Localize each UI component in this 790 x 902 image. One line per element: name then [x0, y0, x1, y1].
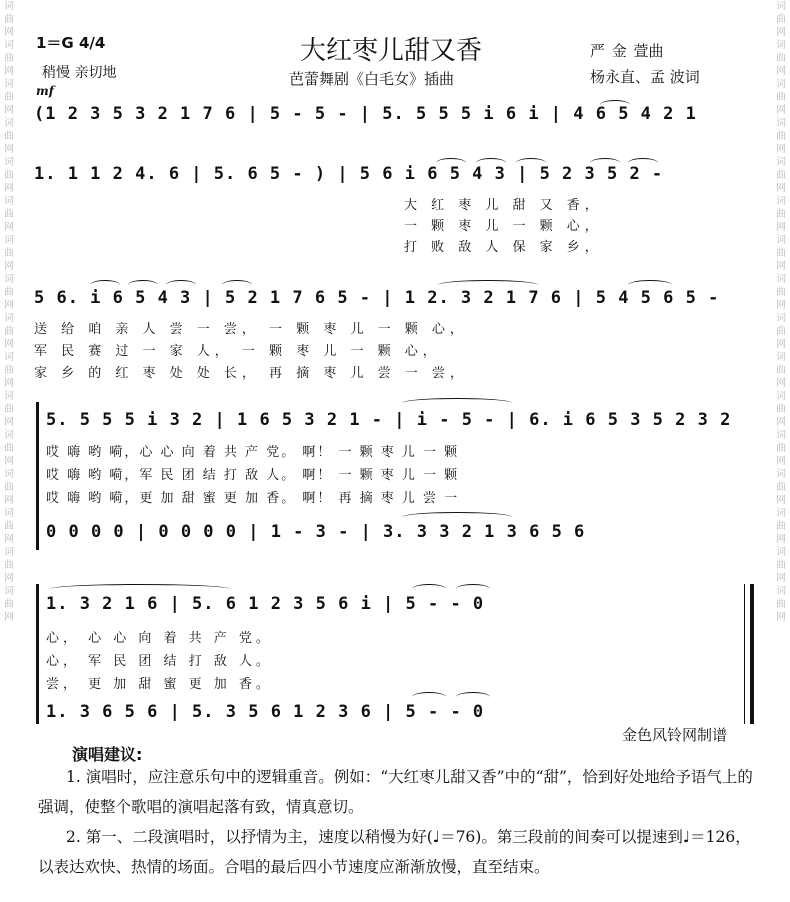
song-title: 大红枣儿甜又香 — [300, 36, 483, 66]
slur — [628, 280, 672, 290]
system-bracket — [36, 402, 39, 550]
tempo-marking: 稍慢 亲切地 — [42, 65, 117, 81]
system-bracket — [36, 584, 39, 724]
lyrics-row-4-verse-2: 哎 嗨 哟 嗬，军 民 团 结 打 敌 人。 啊！ 一 颗 枣 儿 一 颗 — [46, 468, 460, 483]
slur — [436, 158, 466, 168]
composer-credit: 严 金 萱曲 — [590, 42, 664, 60]
score-row-3: 5 6. i 6 5 4 3 | 5 2 1 7 6 5 - | 1 2. 3 2 1 7 6 | 5 4 5 6 5 - — [34, 288, 720, 308]
slur — [456, 584, 490, 594]
slur — [402, 398, 512, 408]
lyrics-row-4-verse-3: 哎 嗨 哟 嗬，更 加 甜 蜜 更 加 香。 啊！ 再 摘 枣 儿 尝 一 — [46, 491, 460, 506]
slur — [600, 100, 630, 110]
slur — [222, 280, 252, 290]
score-row-5-lower: 1. 3 6 5 6 | 5. 3 5 6 1 2 3 6 | 5 - - 0 — [46, 702, 485, 722]
slur — [412, 584, 446, 594]
lyrics-row-5-verse-3: 尝， 更 加 甜 蜜 更 加 香。 — [46, 677, 273, 692]
slur — [412, 692, 446, 702]
slur — [128, 280, 158, 290]
watermark-right: 词曲网 词曲网 词曲网 词曲网 词曲网 词曲网 词曲网 词曲网 词曲网 词曲网 词曲网 词曲网 词曲网 词曲网 词曲网 词曲网 — [776, 1, 786, 623]
song-subtitle: 芭蕾舞剧《白毛女》插曲 — [289, 70, 455, 88]
lyrics-row-3-verse-2: 军 民 赛 过 一 家 人， 一 颗 枣 儿 一 颗 心， — [34, 344, 441, 359]
score-row-4-lower: 0 0 0 0 | 0 0 0 0 | 1 - 3 - | 3. 3 3 2 1 3 6 5 6 — [46, 522, 586, 542]
lyrics-row-3-verse-1: 送 给 咱 亲 人 尝 一 尝， 一 颗 枣 儿 一 颗 心， — [34, 322, 468, 337]
lyrics-row-5-verse-2: 心， 军 民 团 结 打 敌 人。 — [46, 654, 273, 669]
score-row-1: (1 2 3 5 3 2 1 7 6 | 5 - 5 - | 5. 5 5 5 i 6 i | 4 6 5 4 2 1 — [34, 104, 697, 124]
slur — [50, 584, 230, 594]
slur — [628, 158, 658, 168]
key-signature: 1＝G 4/4 — [36, 34, 106, 52]
engraver-credit: 金色风铃网制谱 — [622, 726, 728, 744]
slur — [166, 280, 196, 290]
final-barline-thin — [744, 584, 745, 724]
slur — [456, 692, 490, 702]
lyrics-row-2-verse-3: 打 败 敌 人 保 家 乡， — [404, 240, 603, 255]
lyricist-credit: 杨永直、孟 波词 — [590, 68, 700, 86]
slur — [590, 158, 620, 168]
slur — [516, 158, 546, 168]
slur — [90, 280, 120, 290]
lyrics-row-2-verse-2: 一 颗 枣 儿 一 颗 心， — [404, 219, 603, 234]
final-barline — [750, 584, 754, 724]
advice-paragraph-1: 1. 演唱时，应注意乐句中的逻辑重音。例如：“大红枣儿甜又香”中的“甜”，恰到好处地给予语气上的强调，使整个歌唱的演唱起落有致，情真意切。 — [38, 768, 753, 816]
advice-paragraph-2: 2. 第一、二段演唱时，以抒情为主，速度以稍慢为好(♩＝76)。第三段前的间奏可以提速到♩＝126，以表达欢快、热情的场面。合唱的最后四小节速度应渐渐放慢，直至结束。 — [38, 828, 751, 876]
score-row-4: 5. 5 5 5 i 3 2 | 1 6 5 3 2 1 - | i - 5 - | 6. i 6 5 3 5 2 3 2 — [46, 410, 732, 430]
slur — [476, 158, 506, 168]
lyrics-row-3-verse-3: 家 乡 的 红 枣 处 处 长， 再 摘 枣 儿 尝 一 尝， — [34, 366, 468, 381]
lyrics-row-5-verse-1: 心， 心 心 向 着 共 产 党。 — [46, 631, 273, 646]
slur — [438, 280, 538, 290]
score-row-2: 1. 1 1 2 4. 6 | 5. 6 5 - ) | 5 6 i 6 5 4 3 | 5 2 3 5 2 - — [34, 164, 664, 184]
score-row-5: 1. 3 2 1 6 | 5. 6 1 2 3 5 6 i | 5 - - 0 — [46, 594, 485, 614]
lyrics-row-4-verse-1: 哎 嗨 哟 嗬，心 心 向 着 共 产 党。 啊！ 一 颗 枣 儿 一 颗 — [46, 445, 460, 460]
lyrics-row-2-verse-1: 大 红 枣 儿 甜 又 香， — [404, 198, 603, 213]
dynamic-marking: mf — [36, 84, 54, 98]
slur — [402, 512, 512, 522]
watermark-left: 词曲网 词曲网 词曲网 词曲网 词曲网 词曲网 词曲网 词曲网 词曲网 词曲网 词曲网 词曲网 词曲网 词曲网 词曲网 词曲网 — [4, 1, 14, 623]
advice-heading: 演唱建议: — [72, 745, 143, 764]
